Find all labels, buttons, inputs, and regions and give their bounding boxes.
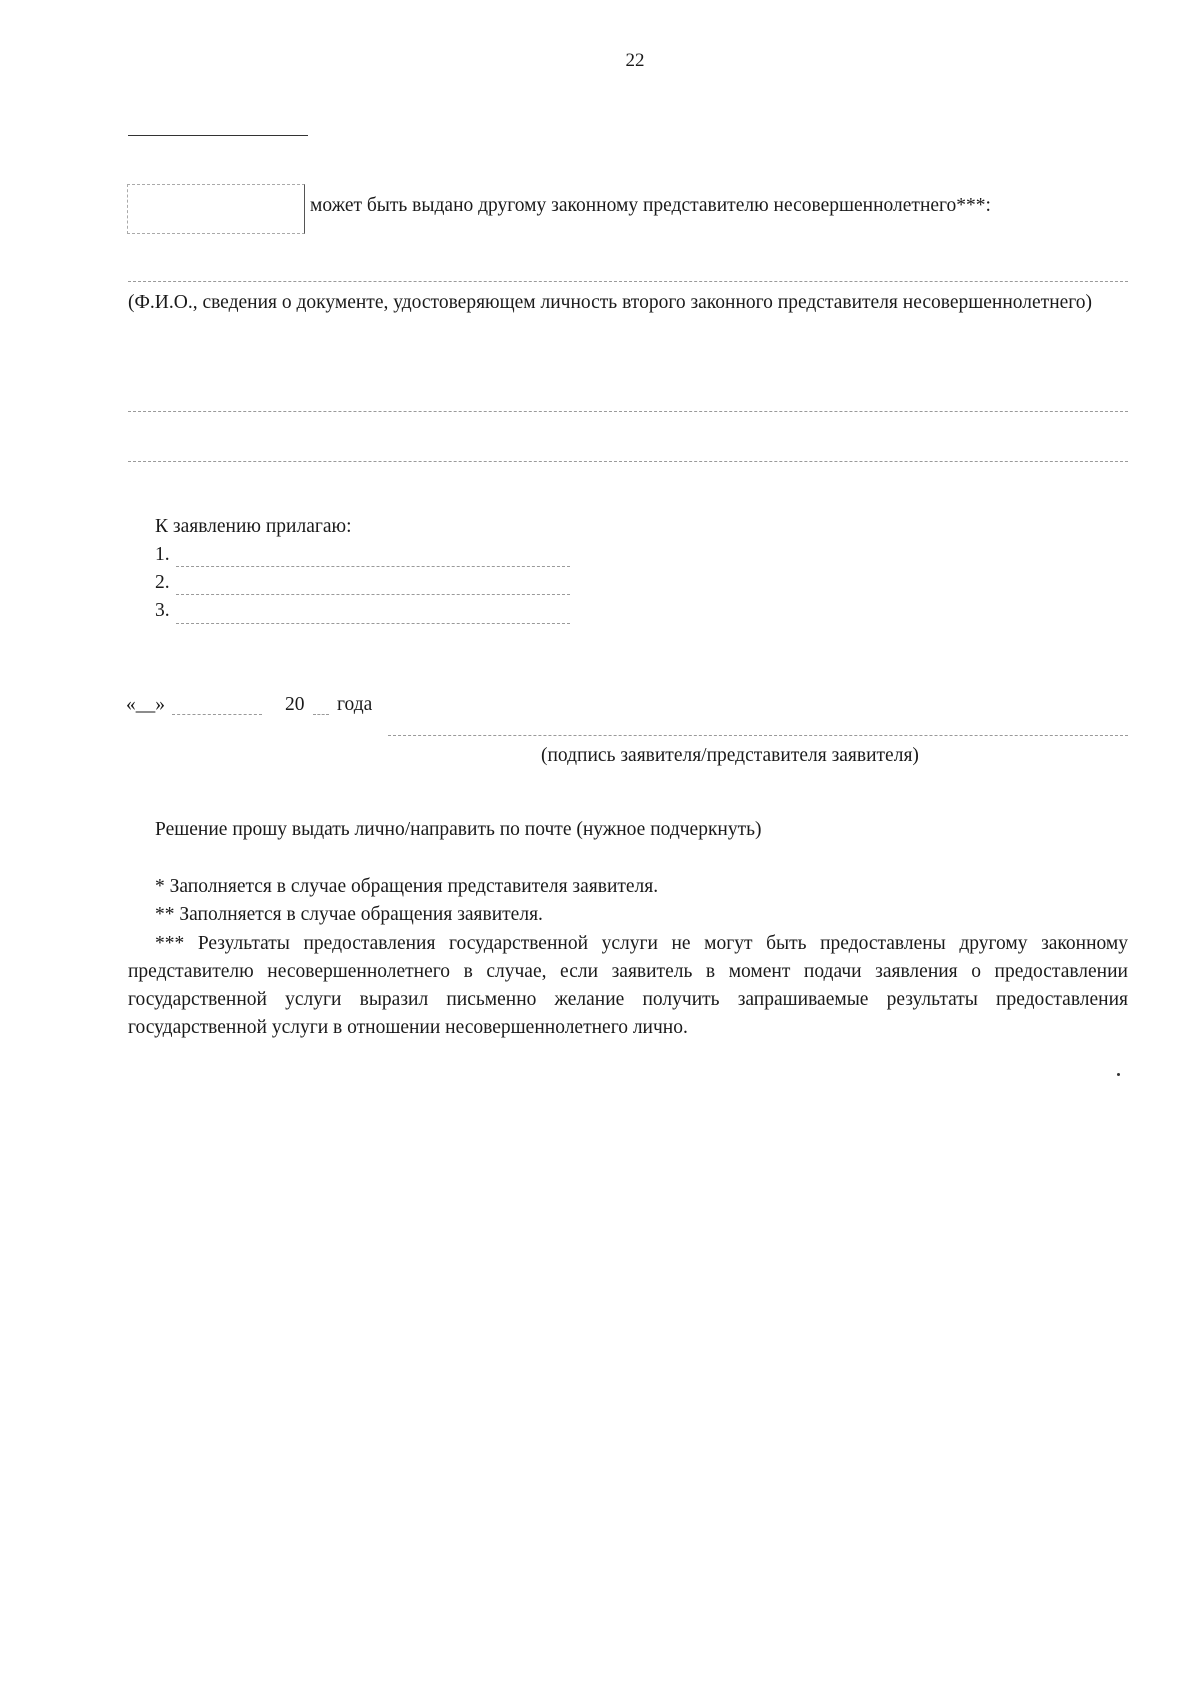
signature-caption: (подпись заявителя/представителя заявителя) bbox=[541, 745, 919, 766]
attachment-number-1: 1. bbox=[155, 544, 170, 565]
attachment-line-1[interactable] bbox=[176, 566, 570, 567]
second-rep-caption: (Ф.И.О., сведения о документе, удостоверяющем личность второго законного представителя несовершеннолетнего) bbox=[128, 292, 1093, 313]
transfer-checkbox[interactable] bbox=[127, 184, 305, 234]
date-year-line[interactable] bbox=[313, 714, 329, 715]
attachments-heading: К заявлению прилагаю: bbox=[155, 516, 352, 537]
attachment-number-3: 3. bbox=[155, 600, 170, 621]
top-short-rule bbox=[128, 135, 308, 136]
attachment-number-2: 2. bbox=[155, 572, 170, 593]
attachment-line-2[interactable] bbox=[176, 594, 570, 595]
decision-statement: Решение прошу выдать лично/направить по почте (нужное подчеркнуть) bbox=[155, 819, 762, 840]
transfer-statement: может быть выдано другому законному представителю несовершеннолетнего***: bbox=[310, 195, 991, 216]
date-year-suffix: года bbox=[337, 694, 373, 715]
date-year-prefix: 20 bbox=[285, 694, 305, 715]
signature-line[interactable] bbox=[388, 735, 1128, 736]
stray-dot bbox=[1117, 1073, 1120, 1076]
blank-line-2[interactable] bbox=[128, 461, 1128, 462]
footnote-2: ** Заполняется в случае обращения заявителя. bbox=[155, 904, 543, 925]
blank-line-1[interactable] bbox=[128, 411, 1128, 412]
second-rep-name-line[interactable] bbox=[128, 281, 1128, 282]
date-day-field: «__» bbox=[126, 694, 165, 715]
date-month-line[interactable] bbox=[172, 714, 262, 715]
attachment-line-3[interactable] bbox=[176, 623, 570, 624]
footnote-1: * Заполняется в случае обращения представителя заявителя. bbox=[155, 876, 659, 897]
page-number: 22 bbox=[625, 50, 645, 71]
footnote-3: *** Результаты предоставления государственной услуги не могут быть предоставлены другому законному представителю несовершеннолетнего в случае, если заявитель в момент подачи заявления о предоставлении государственной услуги выразил письменно желание получить запрашиваемые результаты предоставления государственной услуги в отношении несовершеннолетнего лично. bbox=[128, 933, 1128, 1038]
